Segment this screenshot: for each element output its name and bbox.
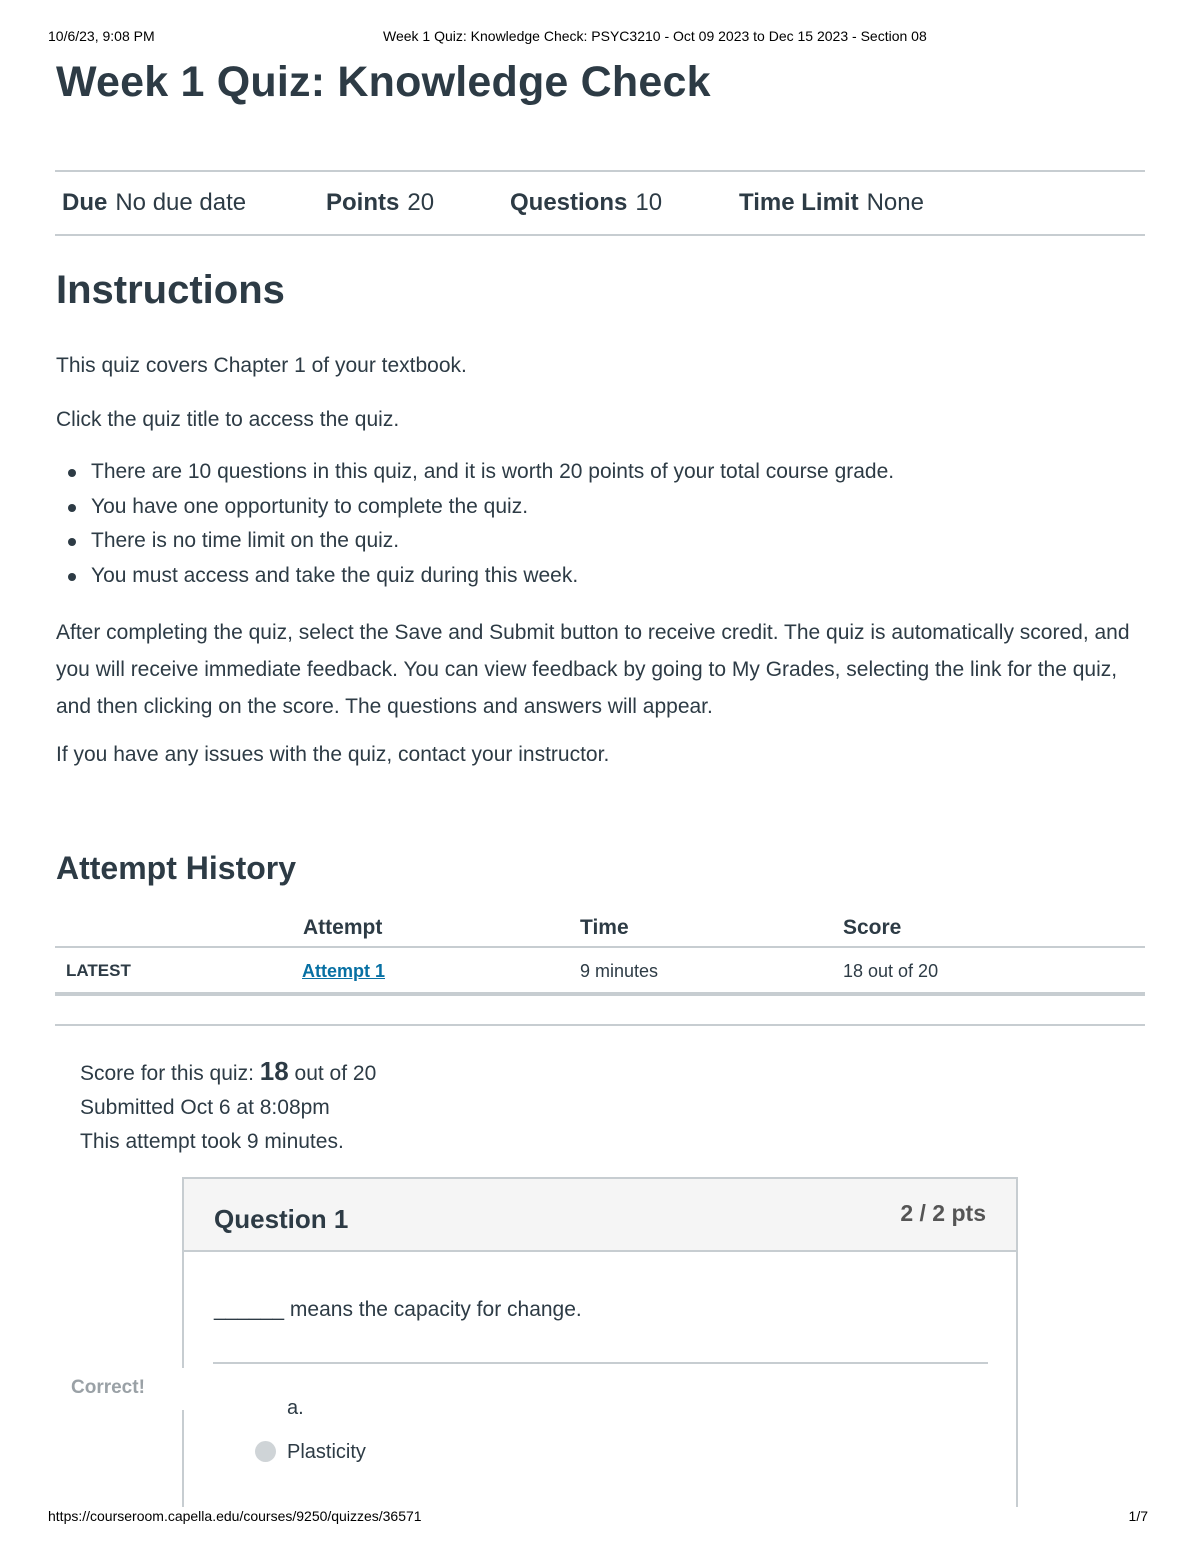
bullet-icon [68, 504, 76, 512]
divider [55, 1024, 1145, 1026]
answer-letter: a. [287, 1397, 304, 1419]
instructions-access: Click the quiz title to access the quiz. [56, 408, 400, 431]
list-item [56, 527, 1146, 562]
quiz-score [80, 1056, 376, 1087]
answer-text: Plasticity [287, 1441, 366, 1463]
instructions-issues: If you have any issues with the quiz, contact your instructor. [56, 743, 610, 766]
column-header-attempt: Attempt [303, 916, 383, 939]
detail-questions-value: 10 [635, 189, 663, 216]
divider [213, 1362, 988, 1364]
detail-time-limit [739, 189, 924, 217]
column-header-time: Time [580, 916, 629, 939]
detail-time-limit-value: None [866, 189, 924, 216]
correct-flag-label: Correct! [71, 1377, 145, 1398]
print-doc-title: Week 1 Quiz: Knowledge Check: PSYC3210 - Oct 09 2023 to Dec 15 2023 - Section 08 [383, 28, 927, 44]
print-date: 10/6/23, 9:08 PM [48, 28, 155, 44]
attempt-score: 18 out of 20 [843, 961, 939, 981]
list-item-text: You have one opportunity to complete the quiz. [91, 494, 529, 518]
column-header-score: Score [843, 916, 902, 939]
list-item [56, 458, 1146, 493]
print-footer [48, 1508, 1148, 1528]
instructions-after: After completing the quiz, select the Save and Submit button to receive credit. The quiz is automatically scored, and you will receive immediate feedback. You can view feedback by going to My Grades, selecting the link for the quiz, and then clicking on the score. The questions and answers will appear. [56, 621, 1130, 718]
attempt-1-link[interactable]: Attempt 1 [302, 961, 386, 981]
bullet-icon [68, 469, 76, 477]
bullet-icon [68, 573, 76, 581]
attempt-duration: This attempt took 9 minutes. [80, 1130, 344, 1153]
table-header [55, 910, 1145, 948]
correct-answer-flag [60, 1368, 190, 1410]
detail-points-label: Points [326, 189, 400, 216]
print-header [48, 28, 1152, 48]
score-suffix: out of 20 [294, 1062, 377, 1085]
score-prefix: Score for this quiz: [80, 1062, 254, 1085]
detail-points-value: 20 [407, 189, 435, 216]
instructions-list [56, 458, 1146, 596]
score-value: 18 [259, 1056, 289, 1086]
question-header [184, 1179, 1016, 1252]
detail-time-limit-label: Time Limit [739, 189, 859, 216]
answer-radio-icon [255, 1441, 276, 1462]
question-title: Question 1 [214, 1204, 349, 1234]
table-row [55, 948, 1145, 996]
list-item-text: There is no time limit on the quiz. [91, 529, 400, 552]
detail-questions-label: Questions [510, 189, 628, 216]
bullet-icon [68, 538, 76, 546]
print-url: https://courseroom.capella.edu/courses/9250/quizzes/36571 [48, 1508, 422, 1524]
attempt-time: 9 minutes [580, 961, 659, 981]
question-text: ______ means the capacity for change. [214, 1298, 582, 1321]
page-number: 1/7 [1128, 1508, 1148, 1524]
list-item-text: There are 10 questions in this quiz, and it is worth 20 points of your total course grade. [91, 460, 895, 483]
list-item-text: You must access and take the quiz during this week. [91, 563, 579, 587]
list-item [56, 562, 1146, 597]
question-points: 2 / 2 pts [900, 1200, 986, 1226]
detail-questions [510, 189, 662, 217]
page-title: Week 1 Quiz: Knowledge Check [56, 58, 711, 106]
instructions-heading: Instructions [56, 268, 285, 312]
detail-points [326, 189, 434, 217]
attempt-history-heading: Attempt History [56, 850, 297, 886]
detail-due-label: Due [62, 189, 108, 216]
detail-due [62, 189, 246, 217]
detail-due-value: No due date [115, 189, 247, 216]
latest-label: LATEST [66, 961, 131, 980]
submitted-time: Submitted Oct 6 at 8:08pm [80, 1096, 330, 1119]
instructions-intro: This quiz covers Chapter 1 of your textbook. [56, 354, 467, 377]
quiz-details [55, 170, 1145, 236]
list-item [56, 493, 1146, 528]
question-card [182, 1177, 1018, 1507]
attempt-history-table [55, 910, 1145, 996]
